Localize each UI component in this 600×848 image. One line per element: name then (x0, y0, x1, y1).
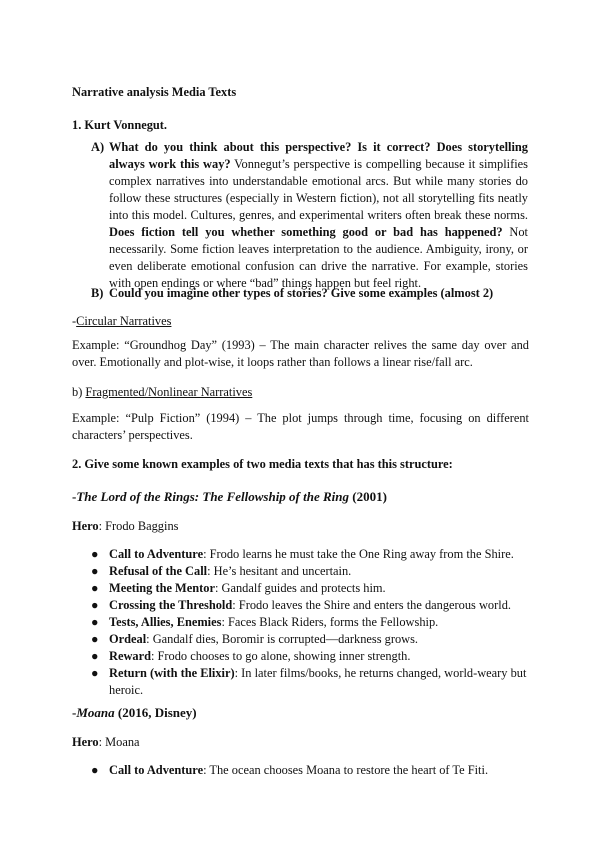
lotr-list-item (91, 563, 528, 580)
stage-desc: : Faces Black Riders, forms the Fellowship. (221, 615, 439, 629)
bullet-icon: ● (91, 564, 99, 578)
stage-desc: : Frodo chooses to go alone, showing inner strength. (150, 649, 411, 663)
lotr-list-item (91, 665, 528, 699)
stage-desc: : He’s hesitant and uncertain. (207, 564, 352, 578)
question-a (91, 139, 528, 292)
moana-prefix: - (72, 705, 77, 720)
question-b-text: Could you imagine other types of stories? Give some examples (almost 2) (109, 286, 494, 300)
document-title: Narrative analysis Media Texts (72, 85, 237, 99)
fragmented-example: Example: “Pulp Fiction” (1994) – The plot jumps through time, focusing on different characters’ perspectives. (72, 411, 529, 442)
stage-desc: : In later films/books, he returns changed, world-weary but heroic. (109, 666, 527, 697)
stage-term: Tests, Allies, Enemies (109, 615, 222, 629)
lotr-list-item (91, 631, 528, 648)
fragmented-title: Fragmented/Nonlinear Narratives (85, 385, 253, 399)
bullet-icon: ● (91, 763, 99, 777)
section2-heading: 2. Give some known examples of two media texts that has this structure: (72, 457, 453, 471)
lotr-hero-label: Hero (72, 519, 99, 533)
moana-list-item (91, 762, 528, 779)
question-a-body (109, 139, 528, 292)
stage-term: Call to Adventure (109, 763, 204, 777)
question-a-answer2: Not necessarily. Some fiction leaves interpretation to the audience. Ambiguity, irony, or even deliberate emotional confusion can drive the narrative. For example, stories with open endings or where “bad” things happen but feel right. (109, 225, 529, 290)
stage-term: Meeting the Mentor (109, 581, 215, 595)
stage-desc: : Frodo learns he must take the One Ring away from the Shire. (203, 547, 514, 561)
lotr-heading (72, 488, 387, 505)
question-b-label: B) (91, 286, 104, 300)
question-b (91, 285, 528, 302)
question-a-answer1: Vonnegut’s perspective is compelling because it simplifies complex narratives into understandable emotional arcs. But while many stories do follow these structures (especially in Western fiction), not all storytelling fits neatly into this model. Cultures, genres, and experimental writers often break these norms. (109, 157, 528, 222)
lotr-list-item (91, 597, 528, 614)
fragmented-prefix: b) (72, 385, 86, 399)
stage-term: Refusal of the Call (109, 564, 208, 578)
bullet-icon: ● (91, 598, 99, 612)
lotr-hero (72, 518, 178, 535)
stage-desc: : The ocean chooses Moana to restore the heart of Te Fiti. (203, 763, 489, 777)
moana-year: (2016, Disney) (114, 705, 197, 720)
bullet-icon: ● (91, 632, 99, 646)
lotr-list-item (91, 546, 528, 563)
stage-term: Ordeal (109, 632, 147, 646)
circular-prefix: - (72, 314, 77, 328)
moana-hero-label: Hero (72, 735, 99, 749)
bullet-icon: ● (91, 649, 99, 663)
lotr-list-item (91, 648, 528, 665)
stage-desc: : Gandalf guides and protects him. (214, 581, 386, 595)
stage-desc: : Frodo leaves the Shire and enters the dangerous world. (232, 598, 511, 612)
stage-term: Reward (109, 649, 151, 663)
moana-title: Moana (76, 705, 115, 720)
question-a-q2: Does fiction tell you whether something good or bad has happened? (109, 225, 503, 239)
lotr-list-item (91, 580, 528, 597)
circular-title: Circular Narratives (76, 314, 172, 328)
stage-desc: : Gandalf dies, Boromir is corrupted—darkness grows. (146, 632, 419, 646)
stage-term: Call to Adventure (109, 547, 204, 561)
circular-heading (72, 313, 171, 330)
moana-heading (72, 704, 197, 721)
bullet-icon: ● (91, 615, 99, 629)
fragmented-heading (72, 384, 252, 401)
lotr-hero-value: : Frodo Baggins (98, 519, 179, 533)
lotr-prefix: - (72, 489, 77, 504)
circular-example: Example: “Groundhog Day” (1993) – The main character relives the same day over and over. Emotionally and plot-wise, it loops rather than follows a linear rise/fall arc. (72, 338, 529, 369)
bullet-icon: ● (91, 547, 99, 561)
moana-hero (72, 734, 140, 751)
lotr-list-item (91, 614, 528, 631)
question-a-q1: What do you think about this perspective? Is it correct? Does storytelling always work this way? (109, 140, 528, 171)
section1-heading: 1. Kurt Vonnegut. (72, 118, 168, 132)
question-a-label: A) (91, 140, 105, 154)
bullet-icon: ● (91, 581, 99, 595)
moana-hero-value: : Moana (98, 735, 140, 749)
stage-term: Crossing the Threshold (109, 598, 233, 612)
bullet-icon: ● (91, 666, 99, 680)
stage-term: Return (with the Elixir) (109, 666, 235, 680)
lotr-year: (2001) (349, 489, 387, 504)
lotr-title: The Lord of the Rings: The Fellowship of the Ring (76, 489, 350, 504)
